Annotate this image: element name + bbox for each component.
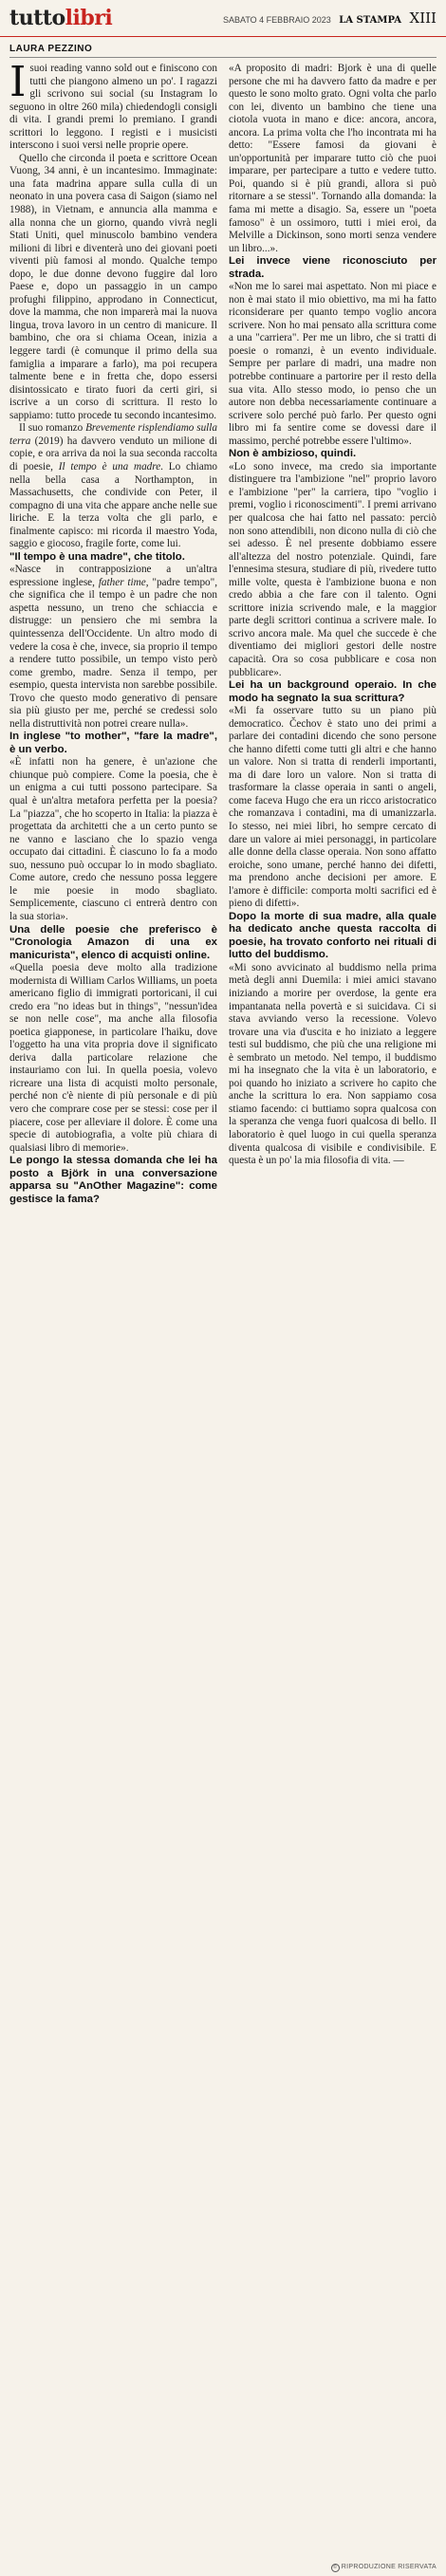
author-byline: LAURA PEZZINO xyxy=(9,44,93,54)
interview-question: Le pongo la stessa domanda che lei ha posto a Björk in una conversazione apparsa su "AnOther Magazine": come gestisce la fama? xyxy=(9,1155,217,1205)
book-title: Il tempo è una madre xyxy=(58,460,161,473)
text-run: «Nasce in contrapposizione a un'altra espressione inglese, xyxy=(9,564,217,588)
paragraph: «Lo sono invece, ma credo sia importante distinguere tra l'ambizione "nel" proprio lavoro e l'ambizione "per" la carriera, tipo "voglio i premi, voglio i riconoscimenti". I premi arrivano per qualcosa che hai fatto nel passato: perciò non sono attendibili, non dicono nulla di ciò che sei adesso. È nel presente dobbiamo essere all'altezza del nostro potenziale. Quindi, fare l'ennesima stesura, studiare di più, rivedere tutto mille volte, questa è l'ambizione buona e non credo abbia a che fare con il talento. Ogni scrittore inizia scrivendo male, e la maggior parte degli scrittori continua a scrivere male. Io scrivo ancora male. Ma quel che succede è che diventiamo dei migliori gestori delle nostre capacità. Ora so cosa pubblicare e cosa non pubblicare». xyxy=(229,460,437,678)
paragraph: «Mi sono avvicinato al buddismo nella prima metà degli anni Duemila: i miei amici stavano iniziando a morire per overdose, la gente era impantanata nella povertà e si suicidava. Ci si stava avviando verso la recessione. Volevo trovare una via d'uscita e ho iniziato a leggere testi sul buddismo, che più che una religione mi è sembrato un metodo. Nel tempo, il buddismo mi ha insegnato che la vita è un laboratorio, e poi quando ho iniziato a scrivere ho capito che anche la scrittura lo era. Non sappiamo cosa stiamo facendo: ci buttiamo sopra qualcosa con la speranza che venga fuori qualcosa di bello. Il laboratorio è quel luogo in cui quella speranza diventa qualcosa di visibile e condivisibile. E questa è un po' la mia filosofia di vita. — xyxy=(229,961,437,1167)
header-info xyxy=(223,9,437,27)
newspaper-name: LA STAMPA xyxy=(339,15,402,26)
paragraph: «A proposito di madri: Bjork è una di quelle persone che mi ha davvero fatto da madre e per questo le sono molto grato. Ogni volta che parlo con lei, divento un bambino che tiene una ciotola vuota in mano e dice: ancora, ancora, ancora. La prima volta che l'ho incontrata mi ha detto: "Essere famosi da giovani è un'opportunità per imparare tutto ciò che puoi imparare, per partecipare a tutto e vedere tutto. Poi, quando si è più grandi, allora si può ritornare a se stessi". Tornando alla domanda: la fama mi mette a disagio. Sa, essere un "poeta famoso" è un ossimoro, tutti i miei eroi, da Melville a Dickinson, sono morti senza vendere un libro...». xyxy=(229,63,437,254)
paragraph: «Non me lo sarei mai aspettato. Non mi piace e non è mai stato il mio obiettivo, ma mi ha fatto riconsiderare per quanto tempo voglio ancora scrivere. Non ho mai pensato alla scrittura come a una "carriera". Per me un libro, che si tratti di poesie o romanzi, è un evento individuale. Sempre per parlare di madri, una madre non potrebbe continuare a partorire per il resto della sua vita. Allo stesso modo, io penso che un autore non debba necessariamente continuare a scrivere solo perché può farlo. Per questo ogni libro mi fa sentire come se dovessi dare il massimo, perché potrebbe essere l'ultimo». xyxy=(229,281,437,447)
text-run: (2019) ha davvero venduto un milione di copie, e ora arriva da noi la sua seconda raccolta di poesie, xyxy=(9,435,217,473)
logo-part-libri: libri xyxy=(65,6,113,30)
paragraph: «È infatti non ha genere, è un'azione che chiunque può compiere. Come la poesia, che è un enigma a cui tutti possono partecipare. Sa qual è un'altra metafora perfetta per la poesia? La "piazza", che ho scoperto in Italia: la piazza è progettata da architetti che a un certo punto se ne vanno e lasciano che lo spazio venga occupato dai cittadini. È ciascuno lo fa a modo suo, nessuno può occupar lo in modo sbagliato. Come autore, credo che nessuno possa leggere le mie poesie in modo sbagliato. Semplicemente, ciascuno ci entrerà dentro con la sua storia». xyxy=(9,756,217,922)
text-run: . Lo chiamo nella bella casa a Northampton, in Massachusetts, che condivide con Peter, il compagno di una vita che appare anche nelle sue liriche. E la terza volta che gli parlo, e finalmente capisco: mi ricorda il maestro Yoda, saggio e giocoso, fragile forte, come lui. xyxy=(9,460,217,550)
paragraph xyxy=(9,58,217,153)
page-number: XIII xyxy=(409,9,437,27)
interview-question: Lei invece viene riconosciuto per strada. xyxy=(229,255,437,280)
interview-question: In inglese "to mother", "fare la madre", è un verbo. xyxy=(9,731,217,755)
copyright-icon: © xyxy=(331,2564,340,2572)
paragraph: Quello che circonda il poeta e scrittore Ocean Vuong, 34 anni, è un incantesimo. Immaginate: una fata madrina appare sulla culla di un neonato in una povera casa di Saigon (siamo nel 1988), in Vietnam, e annuncia alla mamma e alla nonna che un giorno, quando vivrà negli Stati Uniti, quel minuscolo bambino vendera milioni di libri e diventerà uno dei giovani poeti viventi più famosi al mondo. Qualche tempo dopo, le due donne devono fuggire dal loro Paese e, dopo un passaggio in un campo profughi filippino, approdano in Connecticut, dove la mamma, che non imparerà mai la nuova lingua, trova lavoro in un centro di manicure. Il bambino, che ora si chiama Ocean, inizia a leggere tardi (è comunque il primo della sua famiglia a imparare a farlo), ma poi recupera talmente bene e in fretta che, dopo essersi disintossicato e tirato fuori da certi giri, si iscrive a un corso di scrittura. Il resto lo sappiamo: tutto procede tu secondo incantesimo. xyxy=(9,152,217,421)
logo-part-tutto: tutto xyxy=(9,6,65,30)
article-column-left xyxy=(9,58,217,1206)
interview-question: Non è ambizioso, quindi. xyxy=(229,448,357,460)
drop-cap: I xyxy=(9,58,27,106)
paragraph: «Quella poesia deve molto alla tradizione modernista di William Carlos Williams, un poeta americano figlio di immigrati portoricani, il cui credo era "no ideas but in things", "nessun'idea se non nelle cose", ma anche alla filosofia poetica giapponese, in particolare l'haiku, dove l'oggetto ha una vita propria dove il significato deriva dalla particolare relazione che instauriamo con lui. In quella poesia, volevo ricreare una lista di acquisti molto personale, perché non c'è niente di più personale e di più vero che comprare cose per se stessi: cose per il piacere, cose per alleviare il dolore. È come una specie di autobiografia, a volte più chiara di qualsiasi libro di memorie». xyxy=(9,962,217,1154)
paragraph xyxy=(9,422,217,550)
masthead xyxy=(0,0,446,37)
interview-question: "Il tempo è una madre", che titolo. xyxy=(9,550,185,563)
book-title: Brevemente risplendiamo sulla terra xyxy=(9,422,217,447)
interview-question: Una delle poesie che preferisco è "Cronologia Amazon di una ex manicurista", elenco di acquisti online. xyxy=(9,923,217,961)
copyright-footer xyxy=(331,2564,437,2572)
italic-phrase: father time xyxy=(98,576,146,588)
paragraph xyxy=(9,564,217,731)
text-run: , "padre tempo", che significa che il tempo è un padre che non aspetta nessuno, un treno che schiaccia e distrugge: un pensiero che mi sembra la quintessenza dell'Occidente. Un altro modo di vedere la cosa è che, invece, sia proprio il tempo a rendere tutto possibile, un tempo visto però come grembo, madre. Senza il tempo, per esempio, questa intervista non sarebbe possibile. Trovo che questo modo generativo di pensare sia più giusto per me, perché se credessi solo nella distruttività non potrei creare nulla». xyxy=(9,576,217,730)
article-column-right xyxy=(229,63,437,1168)
footer-text: RIPRODUZIONE RISERVATA xyxy=(341,2564,437,2570)
interview-question: Lei ha un background operaio. In che modo ha segnato la sua scrittura? xyxy=(229,679,437,704)
issue-date: SABATO 4 FEBBRAIO 2023 xyxy=(223,15,331,25)
paragraph-text: suoi reading vanno sold out e finiscono con tutti che piangono almeno un po'. I ragazzi gli scrivono sui social (su Instagram lo seguono in oltre 260 mila) chiedendogli consigli di vita. I grandi premi lo premiano. I grandi scrittori lo leggono. I registi e i musicisti interscono i suoi versi nelle proprie opere. xyxy=(9,63,217,152)
interview-question: Dopo la morte di sua madre, alla quale ha dedicato anche questa raccolta di poesie, ha trovato conforto nei rituali di lutto del buddismo. xyxy=(229,910,437,961)
text-run: Il suo romanzo xyxy=(19,422,86,435)
byline-divider xyxy=(9,57,437,58)
section-logo xyxy=(9,6,112,30)
paragraph: «Mi fa osservare tutto su un piano più democratico. Čechov è stato uno dei primi a parlare dei contadini dicendo che sono persone che hanno difetti come tutti gli altri e che hanno un valore. Non si tratta di renderli importanti, ma di dare loro un valore. Non si tratta di trasformare la classe operaia in santi o angeli, come faceva Hugo che era un ricco aristocratico che romanzava i contadini, ma di umanizzarla. Io stesso, nei miei libri, ho sempre cercato di dare un valore ai miei personaggi, in particolare alle donne della classe operaia. Non sono affatto eroiche, sono umane, perché hanno dei difetti, ma prendono anche decisioni per amore. E l'amore è difficile: comporta molti sacrifici ed è pieno di difetti». xyxy=(229,705,437,910)
